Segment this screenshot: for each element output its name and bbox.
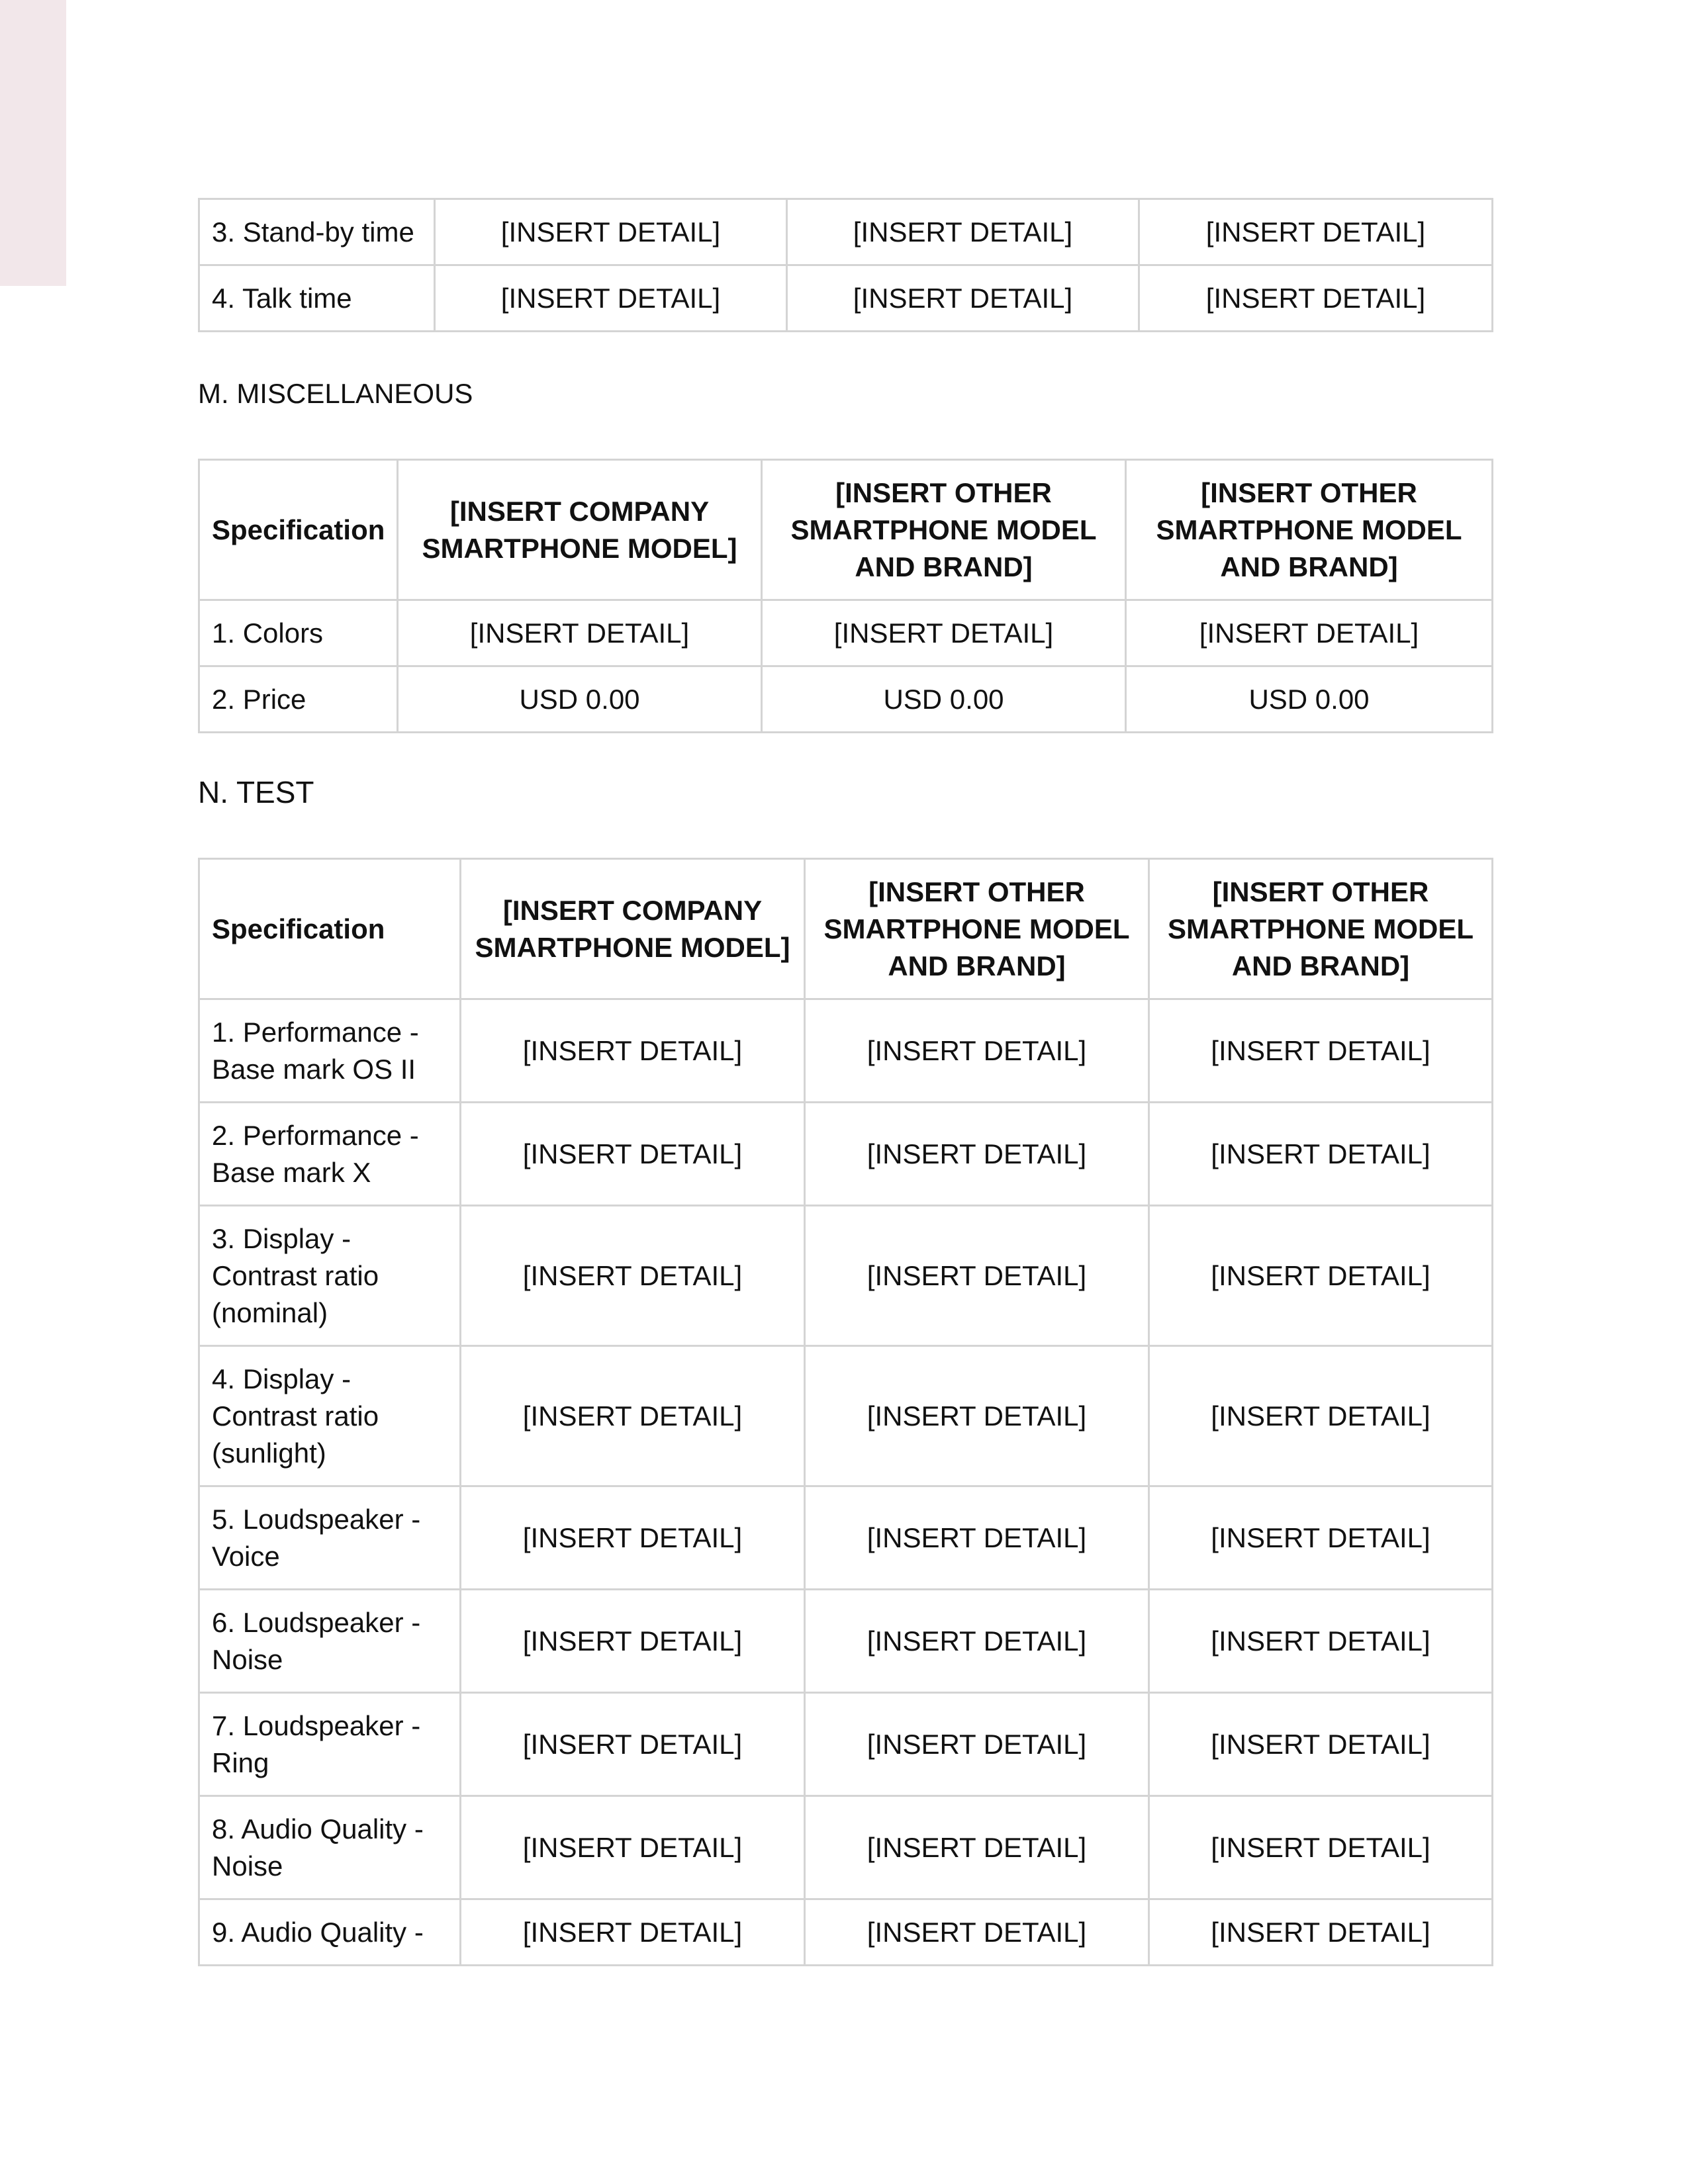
spec-label: 1. Colors — [199, 600, 398, 666]
page-side-tab — [0, 0, 66, 286]
detail-cell: [INSERT DETAIL] — [1139, 199, 1493, 265]
detail-cell: [INSERT DETAIL] — [435, 199, 787, 265]
table-row — [199, 1346, 1493, 1486]
header-company-model: [INSERT COMPANY SMARTPHONE MODEL] — [398, 460, 762, 600]
spec-label: 5. Loudspeaker - Voice — [199, 1486, 461, 1590]
spec-label: 9. Audio Quality - — [199, 1899, 461, 1966]
detail-cell: [INSERT DETAIL] — [1126, 600, 1493, 666]
spec-label: 3. Stand-by time — [199, 199, 435, 265]
header-specification: Specification — [199, 460, 398, 600]
header-specification: Specification — [199, 859, 461, 999]
detail-cell: [INSERT DETAIL] — [805, 1206, 1149, 1346]
detail-cell: [INSERT DETAIL] — [435, 265, 787, 332]
detail-cell: [INSERT DETAIL] — [1149, 1346, 1493, 1486]
detail-cell: [INSERT DETAIL] — [461, 1346, 805, 1486]
table-row — [199, 600, 1493, 666]
spec-label: 8. Audio Quality - Noise — [199, 1796, 461, 1899]
detail-cell: [INSERT DETAIL] — [461, 1486, 805, 1590]
detail-cell: [INSERT DETAIL] — [805, 1693, 1149, 1796]
detail-cell: [INSERT DETAIL] — [1149, 1206, 1493, 1346]
table-row — [199, 999, 1493, 1103]
table-row — [199, 1103, 1493, 1206]
spec-label: 3. Display - Contrast ratio (nominal) — [199, 1206, 461, 1346]
table-row — [199, 1796, 1493, 1899]
detail-cell: [INSERT DETAIL] — [1139, 265, 1493, 332]
battery-spec-table — [198, 198, 1493, 332]
spec-label: 7. Loudspeaker - Ring — [199, 1693, 461, 1796]
price-cell: USD 0.00 — [762, 666, 1126, 733]
detail-cell: [INSERT DETAIL] — [1149, 1103, 1493, 1206]
detail-cell: [INSERT DETAIL] — [787, 199, 1139, 265]
spec-label: 2. Performance - Base mark X — [199, 1103, 461, 1206]
header-other-model: [INSERT OTHER SMARTPHONE MODEL AND BRAND] — [762, 460, 1126, 600]
miscellaneous-spec-table — [198, 459, 1493, 733]
detail-cell: [INSERT DETAIL] — [398, 600, 762, 666]
spec-label: 2. Price — [199, 666, 398, 733]
test-spec-table — [198, 858, 1493, 1966]
detail-cell: [INSERT DETAIL] — [461, 999, 805, 1103]
detail-cell: [INSERT DETAIL] — [805, 1346, 1149, 1486]
detail-cell: [INSERT DETAIL] — [805, 1796, 1149, 1899]
price-cell: USD 0.00 — [398, 666, 762, 733]
table-row — [199, 1693, 1493, 1796]
table-row — [199, 265, 1493, 332]
detail-cell: [INSERT DETAIL] — [1149, 1486, 1493, 1590]
detail-cell: [INSERT DETAIL] — [805, 1590, 1149, 1693]
detail-cell: [INSERT DETAIL] — [805, 1899, 1149, 1966]
header-company-model: [INSERT COMPANY SMARTPHONE MODEL] — [461, 859, 805, 999]
table-row — [199, 666, 1493, 733]
price-cell: USD 0.00 — [1126, 666, 1493, 733]
table-header-row — [199, 460, 1493, 600]
detail-cell: [INSERT DETAIL] — [1149, 1693, 1493, 1796]
section-heading-test: N. TEST — [198, 775, 314, 809]
detail-cell: [INSERT DETAIL] — [461, 1206, 805, 1346]
spec-label: 6. Loudspeaker - Noise — [199, 1590, 461, 1693]
detail-cell: [INSERT DETAIL] — [762, 600, 1126, 666]
detail-cell: [INSERT DETAIL] — [461, 1693, 805, 1796]
table-header-row — [199, 859, 1493, 999]
table-row — [199, 1206, 1493, 1346]
detail-cell: [INSERT DETAIL] — [461, 1899, 805, 1966]
table-row — [199, 199, 1493, 265]
detail-cell: [INSERT DETAIL] — [1149, 1796, 1493, 1899]
header-other-model: [INSERT OTHER SMARTPHONE MODEL AND BRAND] — [1149, 859, 1493, 999]
detail-cell: [INSERT DETAIL] — [1149, 999, 1493, 1103]
spec-label: 1. Performance - Base mark OS II — [199, 999, 461, 1103]
spec-label: 4. Talk time — [199, 265, 435, 332]
detail-cell: [INSERT DETAIL] — [805, 999, 1149, 1103]
detail-cell: [INSERT DETAIL] — [461, 1590, 805, 1693]
table-row — [199, 1590, 1493, 1693]
detail-cell: [INSERT DETAIL] — [1149, 1590, 1493, 1693]
table-row — [199, 1899, 1493, 1966]
section-heading-miscellaneous: M. MISCELLANEOUS — [198, 378, 473, 409]
detail-cell: [INSERT DETAIL] — [787, 265, 1139, 332]
header-other-model: [INSERT OTHER SMARTPHONE MODEL AND BRAND] — [1126, 460, 1493, 600]
table-row — [199, 1486, 1493, 1590]
detail-cell: [INSERT DETAIL] — [1149, 1899, 1493, 1966]
spec-label: 4. Display - Contrast ratio (sunlight) — [199, 1346, 461, 1486]
detail-cell: [INSERT DETAIL] — [461, 1796, 805, 1899]
detail-cell: [INSERT DETAIL] — [805, 1486, 1149, 1590]
header-other-model: [INSERT OTHER SMARTPHONE MODEL AND BRAND] — [805, 859, 1149, 999]
detail-cell: [INSERT DETAIL] — [461, 1103, 805, 1206]
detail-cell: [INSERT DETAIL] — [805, 1103, 1149, 1206]
